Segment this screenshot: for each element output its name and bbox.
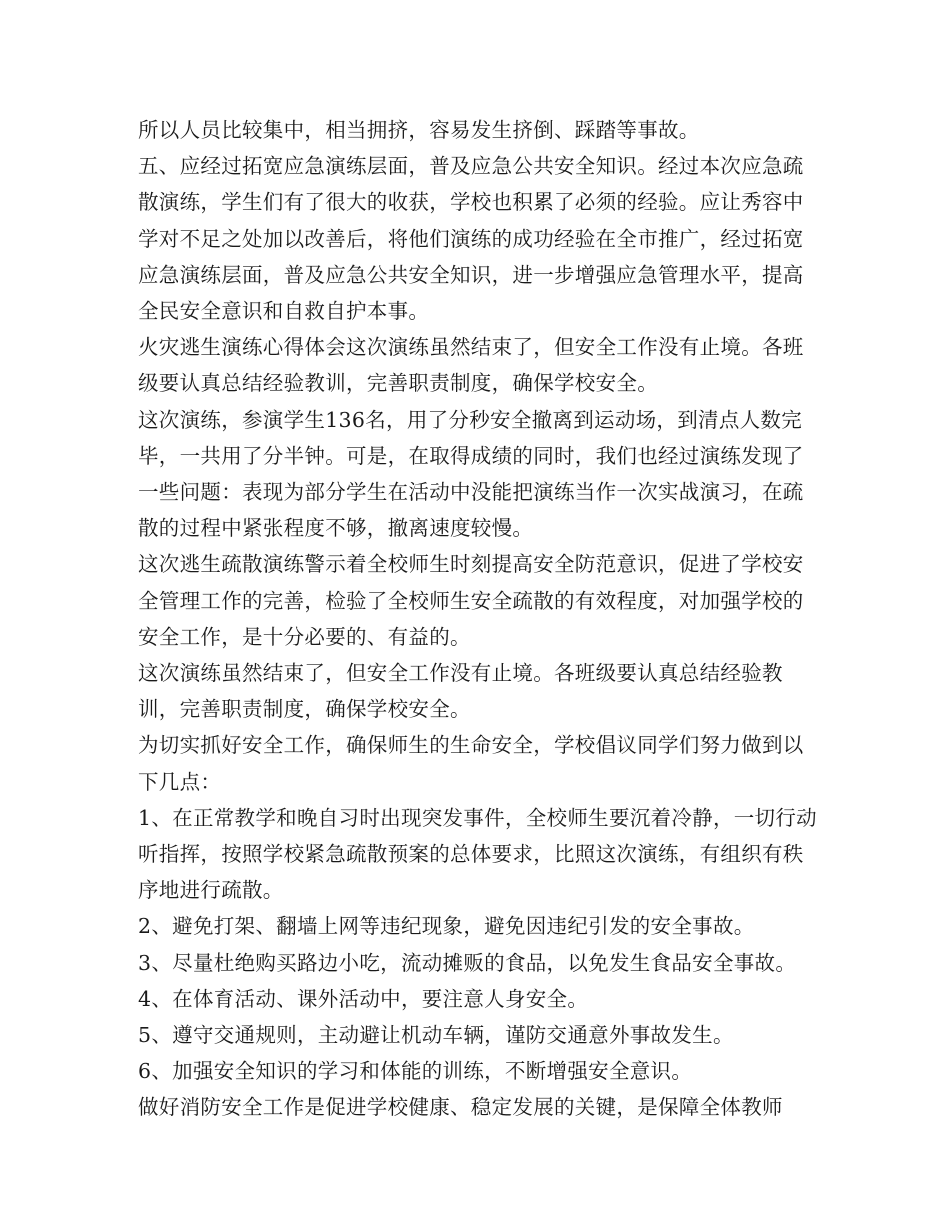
document-body — [138, 112, 818, 1126]
paragraph: 五、应经过拓宽应急演练层面，普及应急公共安全知识。经过本次应急疏散演练，学生们有了很大的收获，学校也积累了必须的经验。应让秀容中学对不足之处加以改善后，将他们演练的成功经验在全市推广，经过拓宽应急演练层面，普及应急公共安全知识，进一步增强应急管理水平，提高全民安全意识和自救自护本事。 — [138, 154, 804, 324]
paragraph: 所以人员比较集中，相当拥挤，容易发生挤倒、踩踏等事故。 — [138, 118, 700, 142]
paragraph: 这次演练，参演学生136名，用了分秒安全撤离到运动场，到清点人数完毕，一共用了分半钟。可是，在取得成绩的同时，我们也经过演练发现了一些问题：表现为部分学生在活动中没能把演练当作一次实战演习，在疏散的过程中紧张程度不够，撤离速度较慢。 — [138, 407, 804, 541]
list-item: 1、在正常教学和晚自习时出现突发事件，全校师生要沉着冷静，一切行动听指挥，按照学校紧急疏散预案的总体要求，比照这次演练，有组织有秩序地进行疏散。 — [138, 805, 817, 903]
list-item: 2、避免打架、翻墙上网等违纪现象，避免因违纪引发的安全事故。 — [138, 914, 755, 939]
paragraph: 为切实抓好安全工作，确保师生的生命安全，学校倡议同学们努力做到以下几点： — [138, 733, 804, 794]
paragraph: 火灾逃生演练心得体会这次演练虽然结束了，但安全工作没有止境。各班级要认真总结经验教训，完善职责制度，确保学校安全。 — [138, 335, 804, 396]
paragraph: 做好消防安全工作是促进学校健康、稳定发展的关键，是保障全体教师 — [138, 1095, 783, 1120]
paragraph: 这次演练虽然结束了，但安全工作没有止境。各班级要认真总结经验教训，完善职责制度，确保学校安全。 — [138, 661, 783, 722]
list-item: 6、加强安全知识的学习和体能的训练，不断增强安全意识。 — [138, 1059, 693, 1084]
list-item: 4、在体育活动、课外活动中，要注意人身安全。 — [138, 986, 589, 1011]
list-item: 3、尽量杜绝购买路边小吃，流动摊贩的食品，以免发生食品安全事故。 — [138, 950, 797, 975]
list-item: 5、遵守交通规则，主动避让机动车辆，谨防交通意外事故发生。 — [138, 1023, 734, 1048]
paragraph: 这次逃生疏散演练警示着全校师生时刻提高安全防范意识，促进了学校安全管理工作的完善，检验了全校师生安全疏散的有效程度，对加强学校的安全工作，是十分必要的、有益的。 — [138, 552, 804, 649]
